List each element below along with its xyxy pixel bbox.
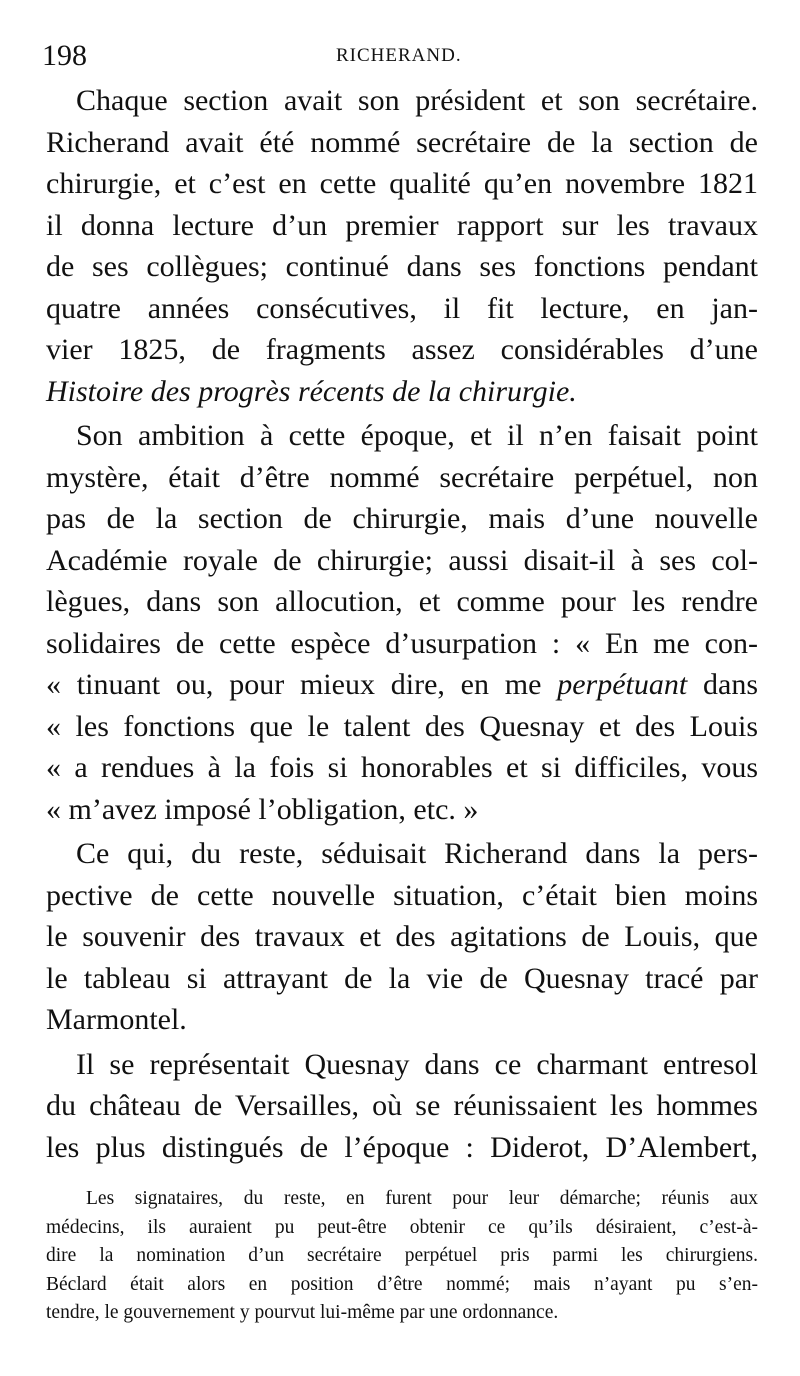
text-line: vier 1825, de fragments assez considérables d’une: [46, 333, 758, 366]
footnote-line: tendre, le gouvernement y pourvut lui-même par une ordonnance.: [46, 1302, 559, 1324]
text-line: Académie royale de chirurgie; aussi disait-il à ses col-: [46, 543, 758, 577]
text-line: quatre années consécutives, il fit lecture, en jan-: [46, 291, 758, 325]
italic-title: Histoire des progrès récents de la chirurgie.: [46, 374, 577, 408]
text-line: pas de la section de chirurgie, mais d’une nouvelle: [46, 502, 758, 535]
quote-text: dans: [687, 668, 758, 701]
text-line: chirurgie, et c’est en cette qualité qu’en novembre 1821: [46, 167, 758, 200]
text-line: il donna lecture d’un premier rapport sur les travaux: [46, 208, 758, 242]
page-number: 198: [42, 39, 87, 72]
text-line: Il se représentait Quesnay dans ce charmant entresol: [76, 1047, 758, 1081]
text-line: le tableau si attrayant de la vie de Quesnay tracé par: [46, 961, 758, 995]
text-line: Richerand avait été nommé secrétaire de la section de: [46, 125, 758, 159]
quote-text: « tinuant ou, pour mieux dire, en me: [46, 668, 558, 701]
italic-word: perpétuant: [557, 668, 688, 701]
footnote: [46, 1185, 758, 1328]
text-line: Chaque section avait son président et son secrétaire.: [76, 84, 758, 117]
text-line: lègues, dans son allocution, et comme pour les rendre: [46, 585, 758, 618]
running-head: [42, 36, 758, 76]
footnote-line: Les signataires, du reste, en furent pour leur démarche; réunis aux: [86, 1188, 758, 1209]
text-line: de ses collègues; continué dans ses fonctions pendant: [46, 250, 758, 283]
text-line: les plus distingués de l’époque : Diderot, D’Alembert,: [46, 1130, 758, 1164]
footnote-line: médecins, ils auraient pu peut-être obtenir ce qu’ils désiraient, c’est-à-: [46, 1216, 758, 1238]
text-line: Marmontel.: [46, 1003, 187, 1036]
text-line: solidaires de cette espèce d’usurpation : « En me con-: [46, 626, 758, 660]
footnote-line: Béclard était alors en position d’être nommé; mais n’ayant pu s’en-: [46, 1273, 758, 1295]
main-text: [46, 80, 758, 1168]
footnote-line: dire la nomination d’un secrétaire perpétuel pris parmi les chirurgiens.: [46, 1245, 758, 1267]
text-line: Ce qui, du reste, séduisait Richerand dans la pers-: [76, 837, 758, 870]
text-line: « a rendues à la fois si honorables et si difficiles, vous: [46, 751, 758, 784]
text-line: le souvenir des travaux et des agitations de Louis, que: [46, 920, 758, 953]
text-line: « les fonctions que le talent des Quesnay et des Louis: [46, 709, 758, 743]
text-line: pective de cette nouvelle situation, c’était bien moins: [46, 878, 758, 912]
text-line: Son ambition à cette époque, et il n’en faisait point: [76, 419, 758, 452]
text-line: [46, 371, 758, 413]
text-line: mystère, était d’être nommé secrétaire perpétuel, non: [46, 460, 758, 494]
running-title: RICHERAND.: [336, 45, 462, 66]
text-line: « m’avez imposé l’obligation, etc. »: [46, 792, 479, 826]
text-line: [46, 664, 758, 706]
text-line: du château de Versailles, où se réunissaient les hommes: [46, 1089, 758, 1122]
